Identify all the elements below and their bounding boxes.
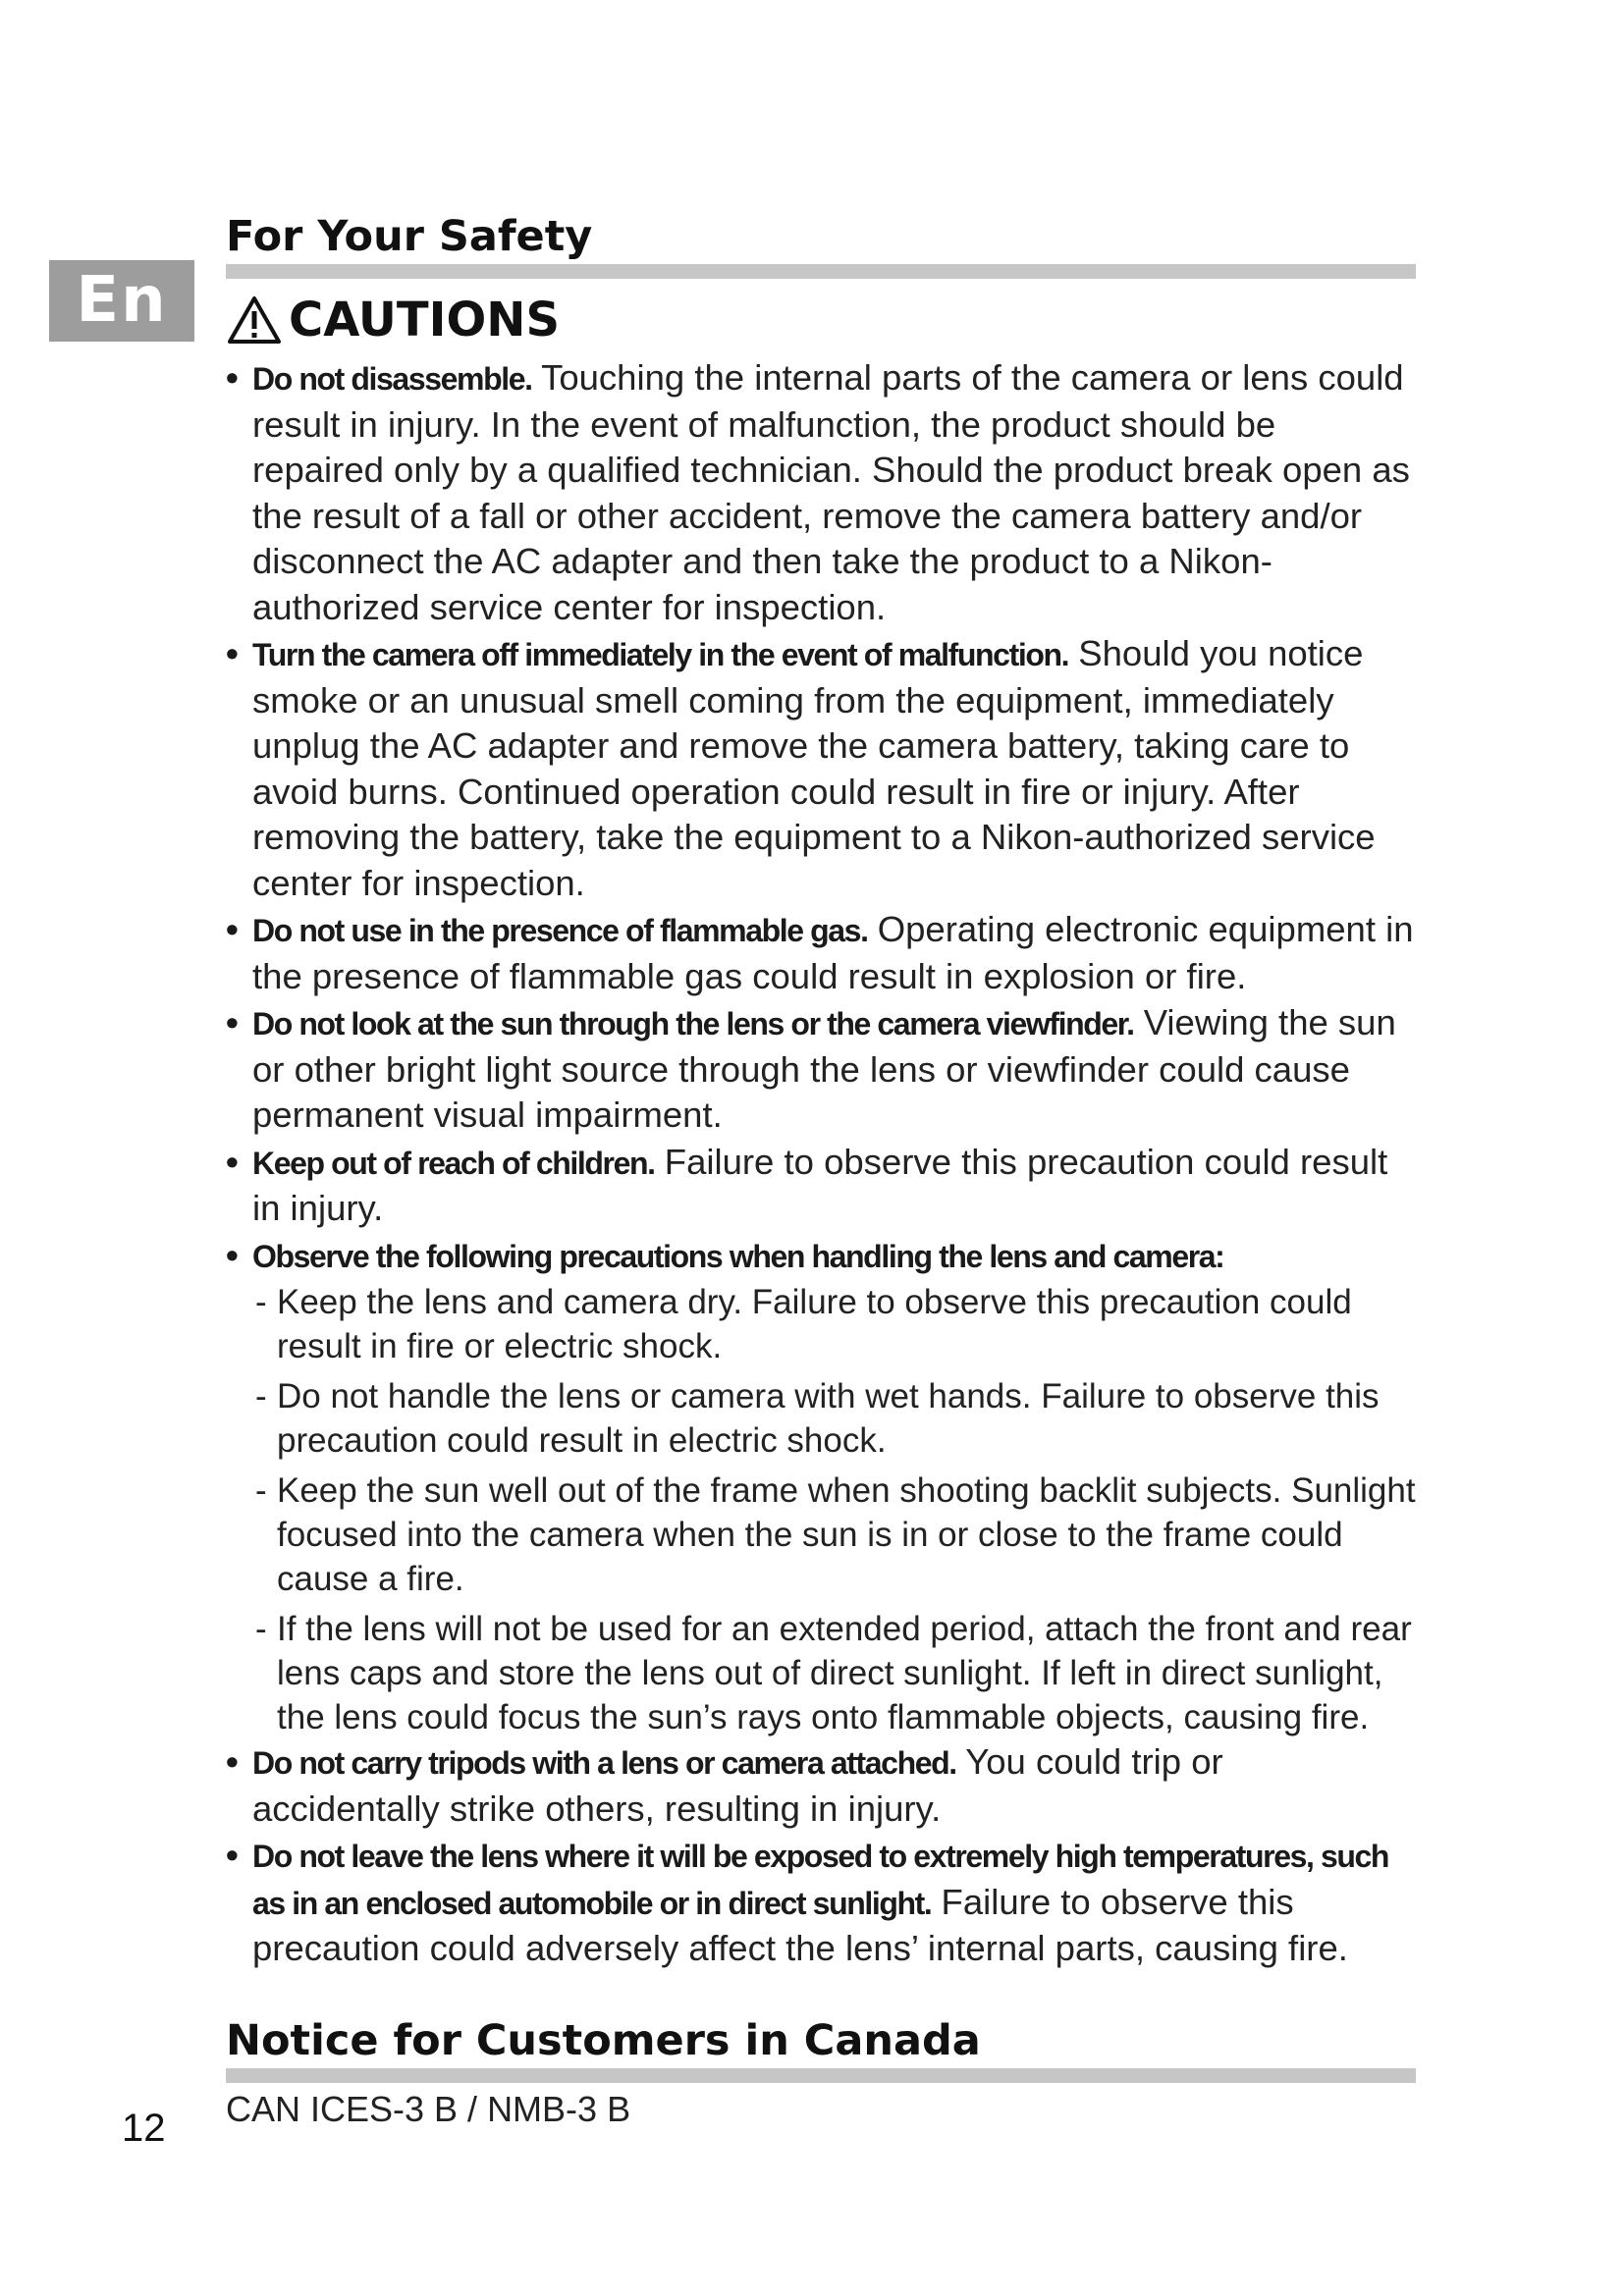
- caution-item: [226, 1000, 1416, 1139]
- bullet: •: [226, 1741, 239, 1782]
- caution-text: Viewing the sun or other bright light source through the lens or viewfinder could cause permanent visual impairment.: [252, 1002, 1396, 1135]
- section-divider: [226, 2068, 1416, 2083]
- bullet: •: [226, 357, 239, 398]
- bullet: •: [226, 1234, 239, 1275]
- caution-item: [226, 1140, 1416, 1232]
- subitem-text: Keep the sun well out of the frame when shooting backlit subjects. Sunlight focused into the camera when the sun is in or close to the frame could cause a fire.: [277, 1471, 1416, 1598]
- caution-text: Failure to observe this precaution could adversely affect the lens’ internal parts, causing fire.: [252, 1881, 1348, 1968]
- caution-item: [226, 907, 1416, 999]
- page-number: 12: [122, 2107, 166, 2150]
- caution-item: [226, 1233, 1416, 1280]
- bullet: •: [226, 1002, 239, 1042]
- bullet: •: [226, 633, 239, 673]
- section-title-safety: For Your Safety: [226, 212, 593, 261]
- caution-item: [226, 631, 1416, 906]
- page-content: [226, 211, 1416, 2132]
- subitem-text: If the lens will not be used for an extended period, attach the front and rear lens caps and store the lens out of direct sunlight. If left in direct sunlight, the lens could focus the sun’s rays onto flammable objects, causing fire.: [277, 1610, 1412, 1736]
- caution-text: Operating electronic equipment in the presence of flammable gas could result in explosion or fire.: [252, 909, 1414, 996]
- caution-text: You could trip or accidentally strike others, resulting in injury.: [252, 1741, 1223, 1829]
- caution-lead: Do not leave the lens where it will be exposed to extremely high temperatures, such as in an enclosed automobile or in direct sunlight.: [252, 1839, 1389, 1921]
- subitem-text: Keep the lens and camera dry. Failure to observe this precaution could result in fire or electric shock.: [277, 1283, 1352, 1365]
- caution-text: Should you notice smoke or an unusual smell coming from the equipment, immediately unplug the AC adapter and remove the camera battery, taking care to avoid burns. Continued operation could result in fire or injury. After removing the battery, take the equipment to a Nikon-authorized service center for inspection.: [252, 633, 1376, 903]
- caution-lead: Do not carry tripods with a lens or camera attached.: [252, 1745, 956, 1781]
- caution-item: [226, 1739, 1416, 1832]
- canada-notice: [226, 2015, 1416, 2132]
- bullet: •: [226, 909, 239, 949]
- caution-lead: Do not look at the sun through the lens or the camera viewfinder.: [252, 1006, 1134, 1041]
- caution-subitem: [226, 1607, 1416, 1739]
- bullet: •: [226, 1141, 239, 1182]
- section-divider: [226, 264, 1416, 279]
- caution-text: Failure to observe this precaution could result in injury.: [252, 1141, 1388, 1228]
- caution-text: Touching the internal parts of the camera or lens could result in injury. In the event of malfunction, the product should be repaired only by a qualified technician. Should the product break open as the result of a fall or other accident, remove the camera battery and/or disconnect the AC adapter and then take the product to a Nikon-authorized service center for inspection.: [252, 357, 1410, 627]
- subitem-text: Do not handle the lens or camera with wet hands. Failure to observe this precaution could result in electric shock.: [277, 1377, 1380, 1460]
- caution-lead: Turn the camera off immediately in the event of malfunction.: [252, 637, 1069, 672]
- bullet: •: [226, 1835, 239, 1875]
- dash: -: [255, 1377, 267, 1415]
- caution-lead: Keep out of reach of children.: [252, 1145, 655, 1181]
- cautions-title: CAUTIONS: [289, 293, 561, 347]
- caution-subitem: [226, 1468, 1416, 1601]
- dash: -: [255, 1471, 267, 1510]
- compliance-code: CAN ICES-3 B / NMB-3 B: [226, 2088, 631, 2129]
- language-tab: En: [49, 260, 194, 342]
- section-title-canada: Notice for Customers in Canada: [226, 2015, 981, 2065]
- dash: -: [255, 1283, 267, 1321]
- caution-subitem: [226, 1280, 1416, 1368]
- caution-lead: Do not use in the presence of flammable gas.: [252, 913, 868, 948]
- caution-subitem: [226, 1374, 1416, 1463]
- cautions-heading: [226, 287, 1416, 353]
- warning-triangle-icon: [226, 294, 283, 346]
- caution-lead: Observe the following precautions when handling the lens and camera:: [252, 1238, 1224, 1274]
- caution-lead: Do not disassemble.: [252, 361, 532, 397]
- caution-item: [226, 355, 1416, 630]
- dash: -: [255, 1610, 267, 1648]
- cautions-list: [226, 355, 1416, 1972]
- caution-item: [226, 1833, 1416, 1972]
